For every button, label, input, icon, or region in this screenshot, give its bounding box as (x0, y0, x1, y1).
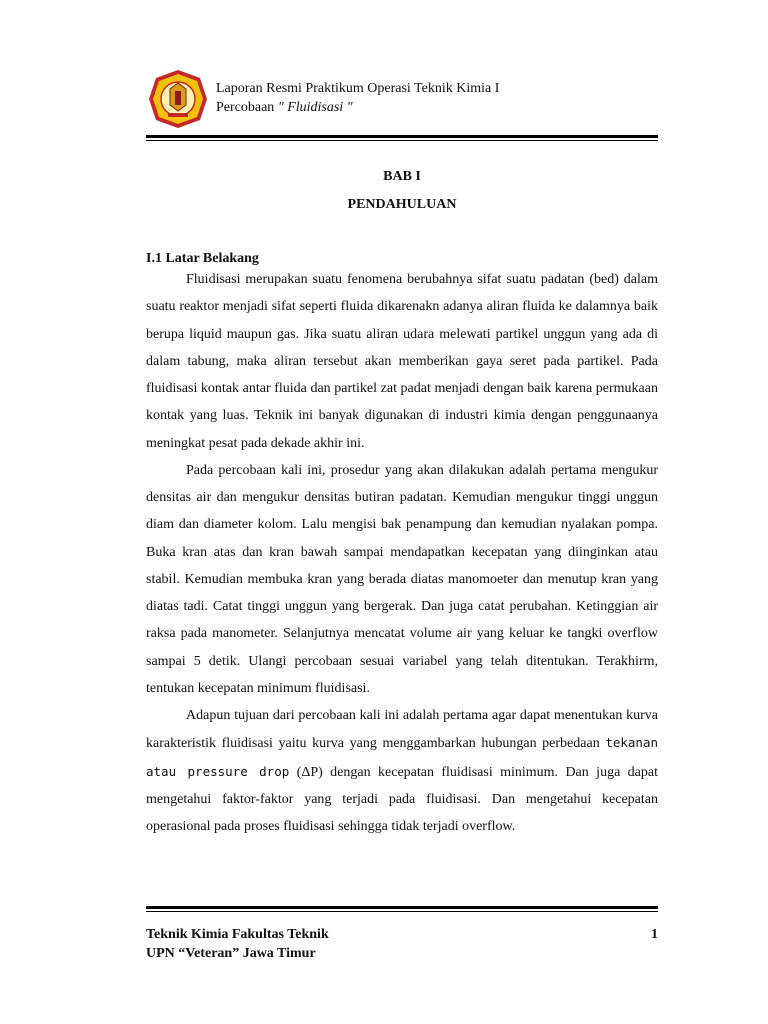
university-logo-icon (148, 69, 208, 129)
paragraph-3-mono: tekanan atau pressure drop (146, 735, 659, 779)
chapter-title: PENDAHULUAN (347, 197, 457, 212)
footer-rule-thick (146, 906, 658, 909)
chapter-number: BAB I (383, 169, 421, 184)
paragraph-3-end: (ΔP) dengan kecepatan fluidisasi minimum. Dan juga dapat mengetahui faktor-faktor yang terjadi pada fluidisasi. Dan mengetahui kecepatan operasional pada proses fluidisasi sehingga tidak terjadi overflow. (146, 764, 658, 834)
paragraph-1: Fluidisasi merupakan suatu fenomena berubahnya sifat suatu padatan (bed) dalam suatu reaktor menjadi sifat seperti fluida dikarenakn adanya aliran fluida ke dalamnya baik berupa liquid maupun gas. Jika suatu aliran udara melewati partikel unggun yang ada di dalam tabung, maka aliran tersebut akan memberikan gaya seret pada partikel. Pada fluidisasi kontak antar fluida dan partikel zat padat menjadi dengan baik karena permukaan kontak yang luas. Teknik ini banyak digunakan di industri kimia dengan penggunaanya meningkat pesat pada dekade akhir ini. (146, 272, 658, 451)
paragraph-3-start: Adapun tujuan dari percobaan kali ini adalah pertama agar dapat menentukan kurva karakteristik fluidisasi yaitu kurva yang menggambarkan hubungan perbedaan (146, 708, 658, 752)
page-number: 1 (651, 927, 658, 942)
experiment-label: Percobaan (216, 100, 275, 115)
footer-department: Teknik Kimia Fakultas Teknik (146, 927, 329, 942)
experiment-subtitle (216, 99, 353, 117)
report-title: Laporan Resmi Praktikum Operasi Teknik Kimia I (216, 81, 500, 96)
footer-rule-thin (146, 911, 658, 912)
body-text (146, 266, 658, 840)
paragraph-2: Pada percobaan kali ini, prosedur yang akan dilakukan adalah pertama mengukur densitas air dan mengukur densitas butiran padatan. Kemudian mengukur tinggi unggun diam dan diameter kolom. Lalu mengisi bak penampung dan kemudian nyalakan pompa. Buka kran atas dan kran bawah sampai mendapatkan kecepatan yang diinginkan atau stabil. Kemudian membuka kran yang berada diatas manomoeter dan menutup kran yang diatas tadi. Catat tinggi unggun yang bergerak. Dan juga catat perubahan. Ketinggian air raksa pada manometer. Selanjutnya mencatat volume air yang keluar ke tangki overflow sampai 5 detik. Ulangi percobaan sesuai variabel yang telah ditentukan. Terakhirm, tentukan kecepatan minimum fluidisasi. (146, 462, 658, 696)
paragraph-3 (146, 702, 658, 840)
section-title: I.1 Latar Belakang (146, 251, 259, 266)
footer-university: UPN “Veteran” Jawa Timur (146, 946, 316, 961)
header-rule-thick (146, 135, 658, 138)
header-rule-thin (146, 140, 658, 141)
experiment-name: " Fluidisasi " (277, 100, 353, 115)
